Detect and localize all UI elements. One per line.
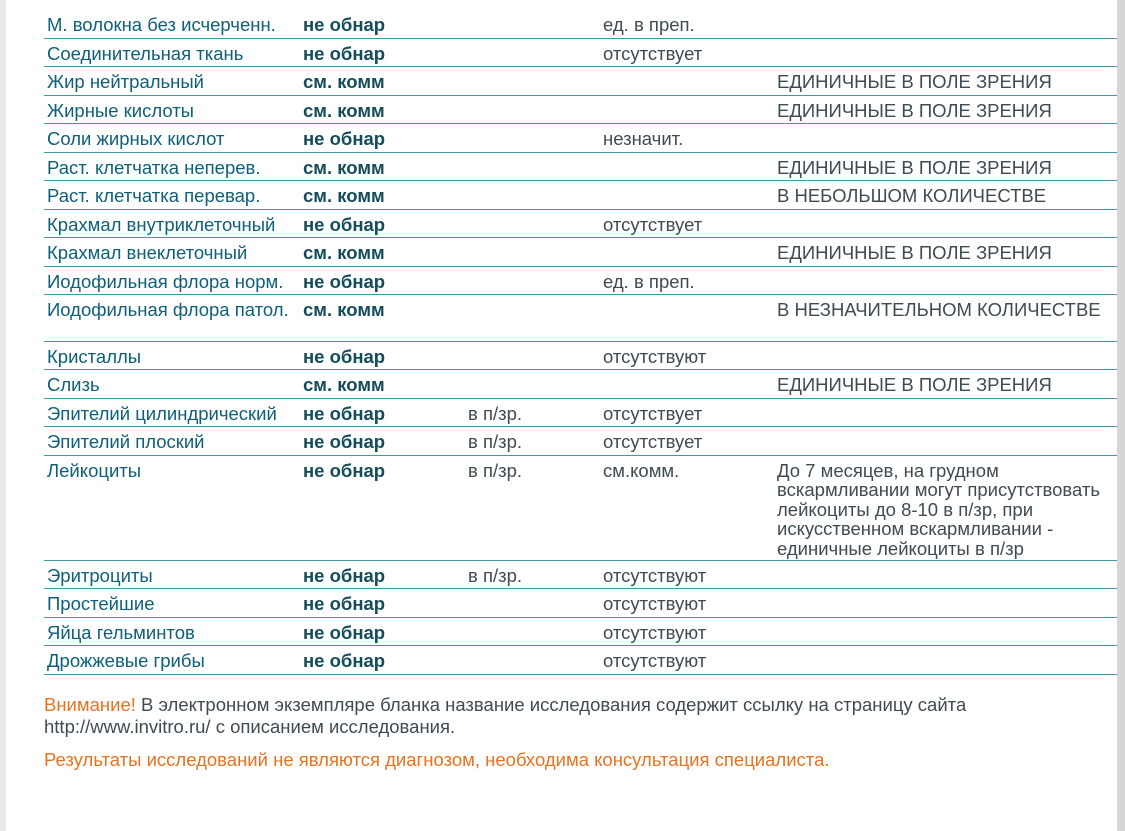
table-row xyxy=(44,342,1117,371)
reference-value: ед. в преп. xyxy=(603,14,695,35)
test-unit: в п/зр. xyxy=(468,564,523,586)
test-name[interactable]: Крахмал внутриклеточный xyxy=(47,213,276,235)
test-name[interactable]: Жир нейтральный xyxy=(47,71,205,92)
results-table xyxy=(44,10,1117,675)
table-row xyxy=(44,561,1117,590)
reference-value: отсутствует xyxy=(603,431,703,452)
test-result: см. комм xyxy=(303,156,385,178)
test-result: не обнар xyxy=(303,459,386,481)
test-result: не обнар xyxy=(303,345,386,367)
table-row xyxy=(44,238,1117,267)
reference-value: отсутствует xyxy=(603,42,703,64)
test-name[interactable]: Соли жирных кислот xyxy=(47,128,225,149)
test-name[interactable]: Слизь xyxy=(47,374,100,395)
table-row xyxy=(44,67,1117,96)
reference-value: отсутствуют xyxy=(603,621,707,643)
test-name[interactable]: Раст. клетчатка перевар. xyxy=(47,185,261,206)
test-result: не обнар xyxy=(303,650,386,671)
test-name[interactable]: Лейкоциты xyxy=(47,459,142,481)
reference-value: отсутствуют xyxy=(603,650,707,671)
table-row xyxy=(44,39,1117,68)
table-row xyxy=(44,210,1117,239)
attention-label: Внимание! xyxy=(44,694,136,715)
result-comment: В НЕЗНАЧИТЕЛЬНОМ КОЛИЧЕСТВЕ xyxy=(777,299,1101,320)
test-name[interactable]: Раст. клетчатка неперев. xyxy=(47,156,261,178)
reference-value: незначит. xyxy=(603,128,684,149)
table-row xyxy=(44,267,1117,296)
result-comment: В НЕБОЛЬШОМ КОЛИЧЕСТВЕ xyxy=(777,185,1047,206)
table-row xyxy=(44,399,1117,428)
test-name[interactable]: Иодофильная флора норм. xyxy=(47,270,284,292)
reference-value: отсутствует xyxy=(603,213,703,235)
test-result: см. комм xyxy=(303,374,385,395)
test-name[interactable]: Простейшие xyxy=(47,593,155,614)
test-result: см. комм xyxy=(303,242,385,263)
test-result: не обнар xyxy=(303,593,386,614)
table-row xyxy=(44,295,1117,342)
table-row xyxy=(44,181,1117,210)
reference-value: отсутствуют xyxy=(603,564,707,586)
test-result: см. комм xyxy=(303,299,385,320)
result-comment: ЕДИНИЧНЫЕ В ПОЛЕ ЗРЕНИЯ xyxy=(777,374,1052,395)
test-unit: в п/зр. xyxy=(468,402,523,424)
disclaimer: Результаты исследований не являются диагнозом, необходима консультация специалиста. xyxy=(44,749,830,770)
test-result: см. комм xyxy=(303,99,385,121)
test-name[interactable]: Эпителий плоский xyxy=(47,431,205,452)
result-comment: ЕДИНИЧНЫЕ В ПОЛЕ ЗРЕНИЯ xyxy=(777,156,1052,178)
result-comment: ЕДИНИЧНЫЕ В ПОЛЕ ЗРЕНИЯ xyxy=(777,99,1052,121)
test-result: не обнар xyxy=(303,431,386,452)
test-result: не обнар xyxy=(303,621,386,643)
notice-paragraph xyxy=(44,694,1114,738)
test-result: не обнар xyxy=(303,14,386,35)
test-name[interactable]: Кристаллы xyxy=(47,345,142,367)
test-name[interactable]: Жирные кислоты xyxy=(47,99,194,121)
reference-value: отсутствуют xyxy=(603,593,707,614)
test-name[interactable]: Дрожжевые грибы xyxy=(47,650,205,671)
page-left-edge xyxy=(0,0,6,831)
test-result: не обнар xyxy=(303,128,386,149)
reference-value: отсутствуют xyxy=(603,345,707,367)
test-result: не обнар xyxy=(303,564,386,586)
reference-value: ед. в преп. xyxy=(603,270,695,292)
scrollbar[interactable] xyxy=(1117,0,1125,831)
test-result: см. комм xyxy=(303,185,385,206)
test-result: не обнар xyxy=(303,213,386,235)
table-row xyxy=(44,96,1117,125)
table-row xyxy=(44,370,1117,399)
test-result: не обнар xyxy=(303,270,386,292)
test-result: см. комм xyxy=(303,71,385,92)
test-name[interactable]: Соединительная ткань xyxy=(47,42,244,64)
table-row xyxy=(44,427,1117,456)
test-name[interactable]: Эпителий цилиндрический xyxy=(47,402,277,424)
test-name[interactable]: М. волокна без исчерченн. xyxy=(47,14,276,35)
table-row xyxy=(44,589,1117,618)
test-name[interactable]: Яйца гельминтов xyxy=(47,621,195,643)
table-row xyxy=(44,124,1117,153)
result-comment: ЕДИНИЧНЫЕ В ПОЛЕ ЗРЕНИЯ xyxy=(777,242,1052,263)
test-unit: в п/зр. xyxy=(468,459,523,481)
reference-value: отсутствует xyxy=(603,402,703,424)
test-name[interactable]: Иодофильная флора патол. xyxy=(47,299,289,320)
test-result: не обнар xyxy=(303,402,386,424)
result-comment: До 7 месяцев, на грудном вскармливании могут присутствовать лейкоциты до 8-10 в п/зр, при искусственном вскармливании - единичные лейкоциты в п/зр xyxy=(777,459,1101,559)
table-row xyxy=(44,456,1117,561)
table-row xyxy=(44,646,1117,675)
test-result: не обнар xyxy=(303,42,386,64)
notice-text: В электронном экземпляре бланка название исследования содержит ссылку на страницу сайта http://www.invitro.ru/ с описанием исследования. xyxy=(44,694,967,737)
table-row xyxy=(44,10,1117,39)
reference-value: см.комм. xyxy=(603,459,680,481)
test-name[interactable]: Крахмал внеклеточный xyxy=(47,242,248,263)
table-row xyxy=(44,153,1117,182)
result-comment: ЕДИНИЧНЫЕ В ПОЛЕ ЗРЕНИЯ xyxy=(777,71,1052,92)
test-name[interactable]: Эритроциты xyxy=(47,564,153,586)
table-row xyxy=(44,618,1117,647)
test-unit: в п/зр. xyxy=(468,431,523,452)
